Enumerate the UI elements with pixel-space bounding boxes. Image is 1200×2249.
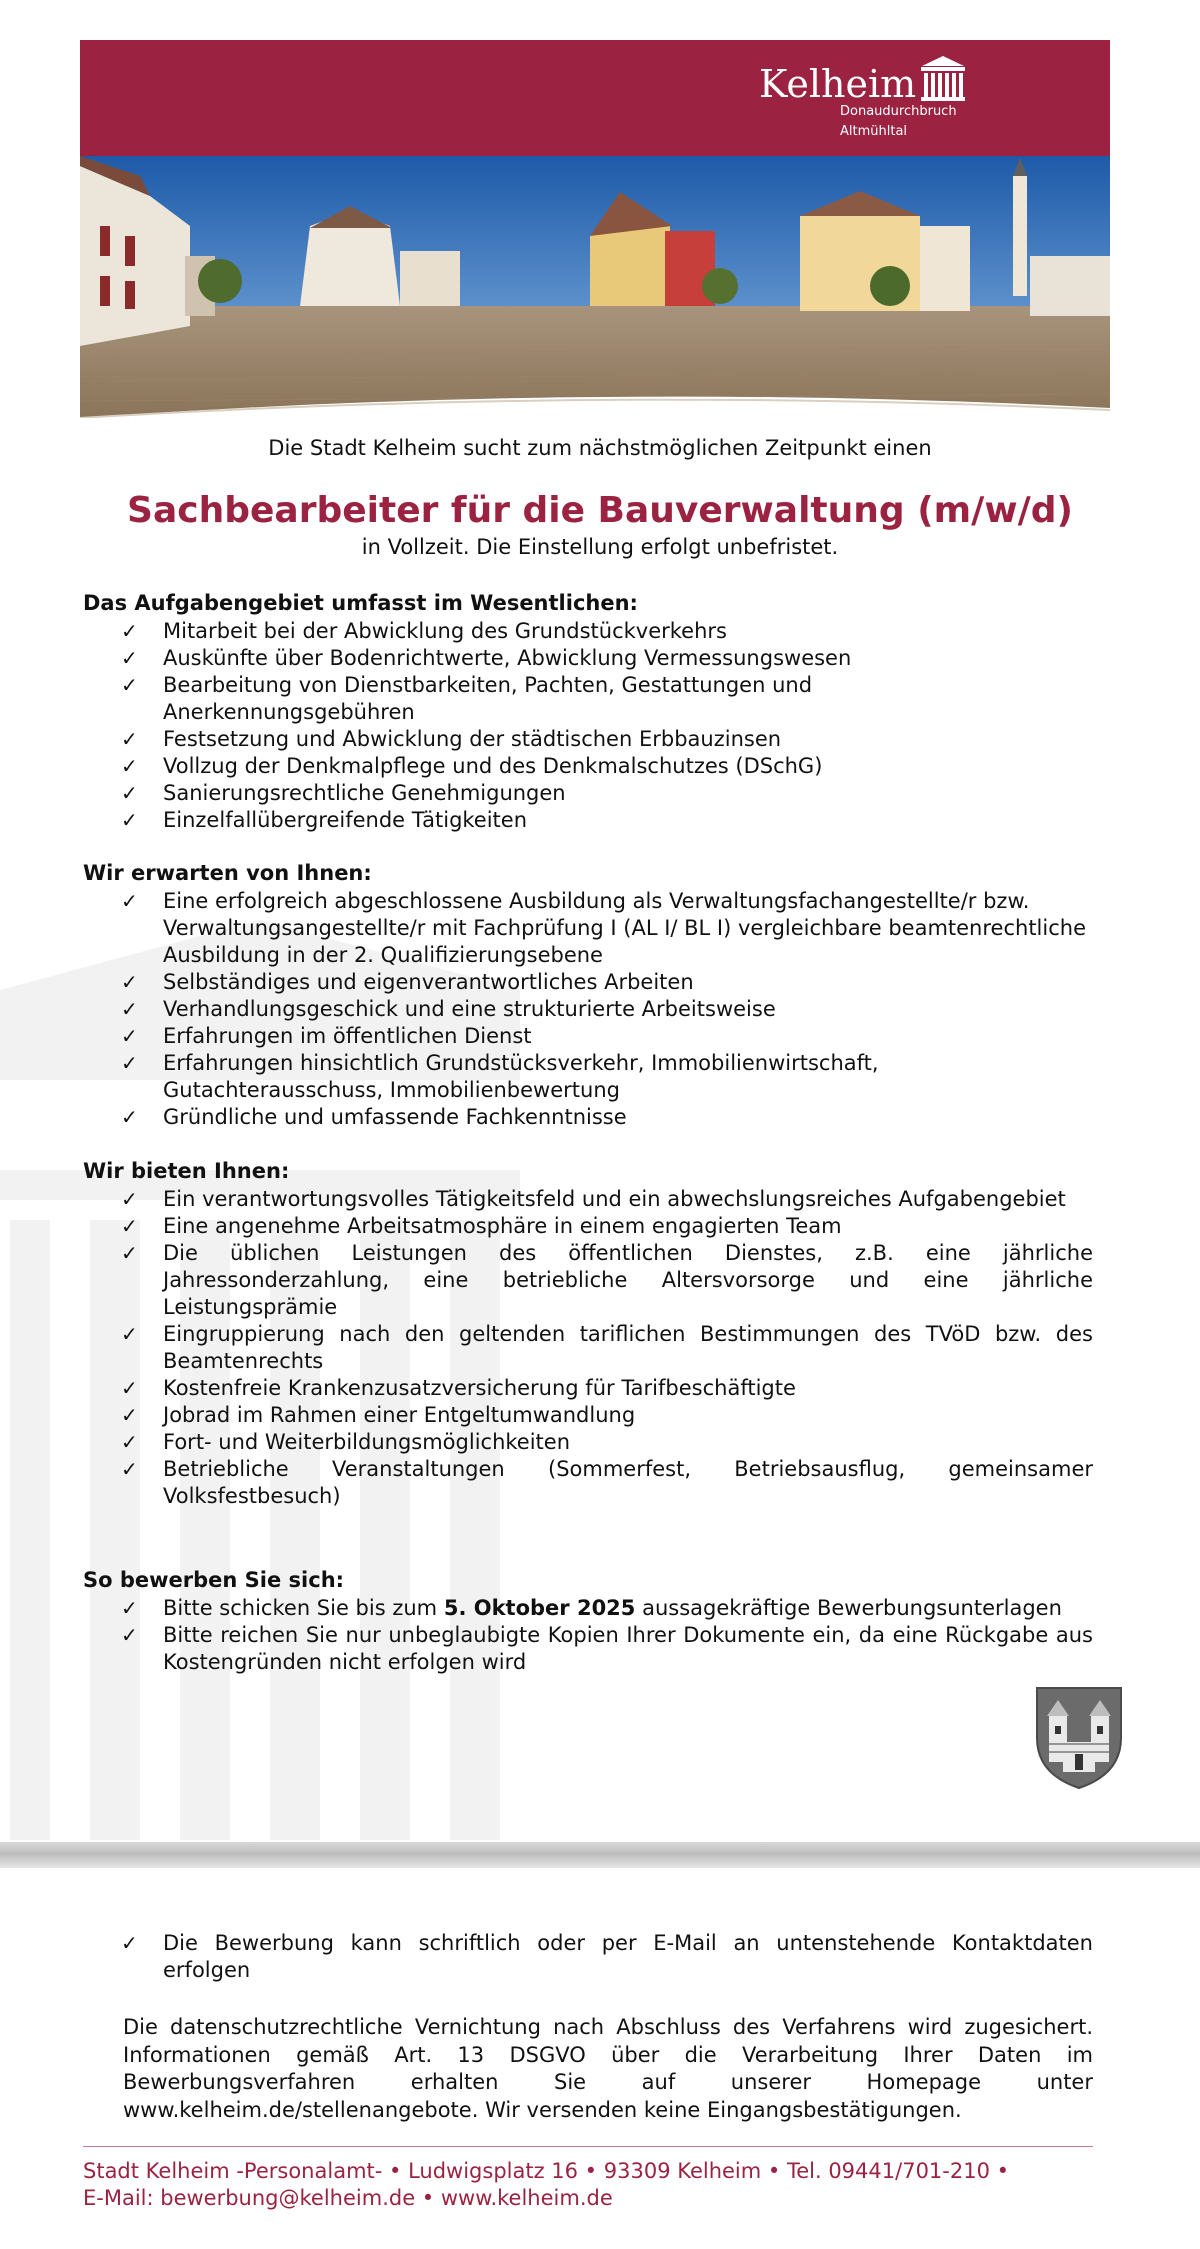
list-item (83, 645, 1093, 672)
list-item-text: Die Bewerbung kann schriftlich oder per E-Mail an untenstehende Kontaktdaten erfolgen (163, 1931, 1093, 1982)
list-item (83, 1402, 1093, 1429)
list-item (83, 1595, 1093, 1622)
section-heading: Wir bieten Ihnen: (83, 1159, 290, 1183)
list-item-text: Bearbeitung von Dienstbarkeiten, Pachten, Gestattungen und Anerkennungsgebühren (163, 673, 813, 724)
page-separator (0, 1842, 1200, 1868)
checkmark-icon: ✓ (121, 1376, 138, 1400)
checkmark-icon: ✓ (121, 727, 138, 751)
footer-contact: E-Mail: bewerbung@kelheim.de • www.kelheim.de (83, 2186, 613, 2210)
list-item-text: Bitte reichen Sie nur unbeglaubigte Kopien Ihrer Dokumente ein, da eine Rückgabe aus Kostengründen nicht erfolgen wird (163, 1623, 1093, 1674)
coat-of-arms-icon (1035, 1686, 1123, 1790)
checkmark-icon: ✓ (121, 1105, 138, 1129)
checkmark-icon: ✓ (121, 673, 138, 697)
logo-tagline-1: Donaudurchbruch (840, 104, 957, 119)
list-item (83, 1213, 1093, 1240)
list-item-text: Ein verantwortungsvolles Tätigkeitsfeld und ein abwechslungsreiches Aufgabengebiet (163, 1187, 1066, 1211)
list-item (83, 1104, 1093, 1131)
job-title: Sachbearbeiter für die Bauverwaltung (m/w/d) (127, 490, 1073, 531)
requirements-list (83, 888, 1093, 1131)
section-heading: Wir erwarten von Ihnen: (83, 861, 372, 885)
job-subtitle: in Vollzeit. Die Einstellung erfolgt unbefristet. (361, 535, 839, 559)
section-how-to-apply (83, 1567, 1093, 1676)
list-item-text: Erfahrungen hinsichtlich Grundstücksverkehr, Immobilienwirtschaft, Gutachterausschuss, Immobilienbewertung (163, 1051, 879, 1102)
list-item-text: Eine erfolgreich abgeschlossene Ausbildung als Verwaltungsfachangestellte/r bzw. Verwaltungsangestellte/r mit Fachprüfung I (AL I/ BL I) vergleichbare beamtenrechtliche Ausbildung in der 2. Qualifizierungsebene (163, 889, 1086, 967)
section-benefits (83, 1158, 1093, 1510)
submission-list (83, 1930, 1093, 1984)
checkmark-icon: ✓ (121, 1430, 138, 1454)
section-heading: So bewerben Sie sich: (83, 1568, 345, 1592)
list-item (83, 1240, 1093, 1321)
footer-address: Stadt Kelheim -Personalamt- • Ludwigsplatz 16 • 93309 Kelheim • Tel. 09441/701-210 • (83, 2159, 1010, 2183)
list-item (83, 1023, 1093, 1050)
list-item (83, 969, 1093, 996)
logo-wordmark: Kelheim (759, 62, 917, 106)
list-item-text: Gründliche und umfassende Fachkenntnisse (163, 1105, 627, 1129)
logo-building-icon (918, 54, 968, 102)
list-item-text: Selbständiges und eigenverantwortliches Arbeiten (163, 970, 694, 994)
list-item-text: Eingruppierung nach den geltenden tariflichen Bestimmungen des TVöD bzw. des Beamtenrechts (163, 1322, 1093, 1373)
list-item-text: Jobrad im Rahmen einer Entgeltumwandlung (163, 1403, 636, 1427)
section-requirements (83, 860, 1093, 1131)
list-item-text: Die üblichen Leistungen des öffentlichen Dienstes, z.B. eine jährliche Jahressonderzahlung, eine betriebliche Altersvorsorge und eine jährliche Leistungsprämie (163, 1241, 1093, 1319)
contact-footer (83, 2158, 1113, 2212)
list-item (83, 1429, 1093, 1456)
privacy-notice: Die datenschutzrechtliche Vernichtung nach Abschluss des Verfahrens wird zugesichert. Informationen gemäß Art. 13 DSGVO über die Verarbeitung Ihrer Daten im Bewerbungsverfahren erhalten Sie auf unserer Homepage unter www.kelheim.de/stellenangebote. Wir versenden keine Eingangsbestätigungen. (123, 2015, 1093, 2122)
checkmark-icon: ✓ (121, 1187, 138, 1211)
list-item-text: Betriebliche Veranstaltungen (Sommerfest, Betriebsausflug, gemeinsamer Volksfestbesuch) (163, 1457, 1093, 1508)
list-item-text: Sanierungsrechtliche Genehmigungen (163, 781, 566, 805)
benefits-list (83, 1186, 1093, 1510)
list-item (83, 1050, 1093, 1104)
checkmark-icon: ✓ (121, 781, 138, 805)
town-square-panorama-image (80, 156, 1110, 418)
task-list (83, 618, 1093, 834)
section-submission (83, 1930, 1093, 1984)
list-item (83, 1930, 1093, 1984)
list-item (83, 753, 1093, 780)
checkmark-icon: ✓ (121, 970, 138, 994)
checkmark-icon: ✓ (121, 889, 138, 913)
list-item (83, 807, 1093, 834)
list-item (83, 1456, 1093, 1510)
section-heading: Das Aufgabengebiet umfasst im Wesentlichen: (83, 591, 638, 615)
list-item (83, 672, 1093, 726)
list-item-text: Festsetzung und Abwicklung der städtischen Erbbauzinsen (163, 727, 782, 751)
list-item-text: Verhandlungsgeschick und eine strukturierte Arbeitsweise (163, 997, 776, 1021)
apply-list (83, 1595, 1093, 1676)
checkmark-icon: ✓ (121, 1051, 138, 1075)
logo-tagline-2: Altmühltal (840, 124, 908, 139)
list-item-text: Fort- und Weiterbildungsmöglichkeiten (163, 1430, 571, 1454)
footer-divider (83, 2146, 1093, 2147)
list-item (83, 780, 1093, 807)
list-item-text: Auskünfte über Bodenrichtwerte, Abwicklung Vermessungswesen (163, 646, 852, 670)
list-item (83, 1321, 1093, 1375)
checkmark-icon: ✓ (121, 1403, 138, 1427)
checkmark-icon: ✓ (121, 754, 138, 778)
checkmark-icon: ✓ (121, 1457, 138, 1481)
list-item-text: Vollzug der Denkmalpflege und des Denkmalschutzes (DSchG) (163, 754, 823, 778)
list-item (83, 1622, 1093, 1676)
apply-text-before-date: Bitte schicken Sie bis zum (163, 1596, 438, 1620)
checkmark-icon: ✓ (121, 1931, 138, 1955)
checkmark-icon: ✓ (121, 1214, 138, 1238)
list-item-text: Eine angenehme Arbeitsatmosphäre in einem engagierten Team (163, 1214, 842, 1238)
checkmark-icon: ✓ (121, 1322, 138, 1346)
checkmark-icon: ✓ (121, 1241, 138, 1265)
checkmark-icon: ✓ (121, 619, 138, 643)
list-item (83, 888, 1093, 969)
list-item (83, 618, 1093, 645)
checkmark-icon: ✓ (121, 1623, 138, 1647)
checkmark-icon: ✓ (121, 808, 138, 832)
list-item-text: Kostenfreie Krankenzusatzversicherung für Tarifbeschäftigte (163, 1376, 796, 1400)
list-item-text: Einzelfallübergreifende Tätigkeiten (163, 808, 528, 832)
list-item-text: Erfahrungen im öffentlichen Dienst (163, 1024, 532, 1048)
list-item-text: Mitarbeit bei der Abwicklung des Grundstückverkehrs (163, 619, 727, 643)
checkmark-icon: ✓ (121, 646, 138, 670)
checkmark-icon: ✓ (121, 997, 138, 1021)
checkmark-icon: ✓ (121, 1024, 138, 1048)
checkmark-icon: ✓ (121, 1596, 138, 1620)
section-tasks (83, 590, 1093, 834)
list-item (83, 726, 1093, 753)
list-item (83, 1375, 1093, 1402)
job-posting-page-2 (0, 1868, 1200, 2249)
list-item (83, 1186, 1093, 1213)
list-item (83, 996, 1093, 1023)
application-deadline: 5. Oktober 2025 (443, 1596, 636, 1620)
intro-text: Die Stadt Kelheim sucht zum nächstmöglichen Zeitpunkt einen (268, 436, 932, 460)
apply-text-after-date: aussagekräftige Bewerbungsunterlagen (642, 1596, 1062, 1620)
